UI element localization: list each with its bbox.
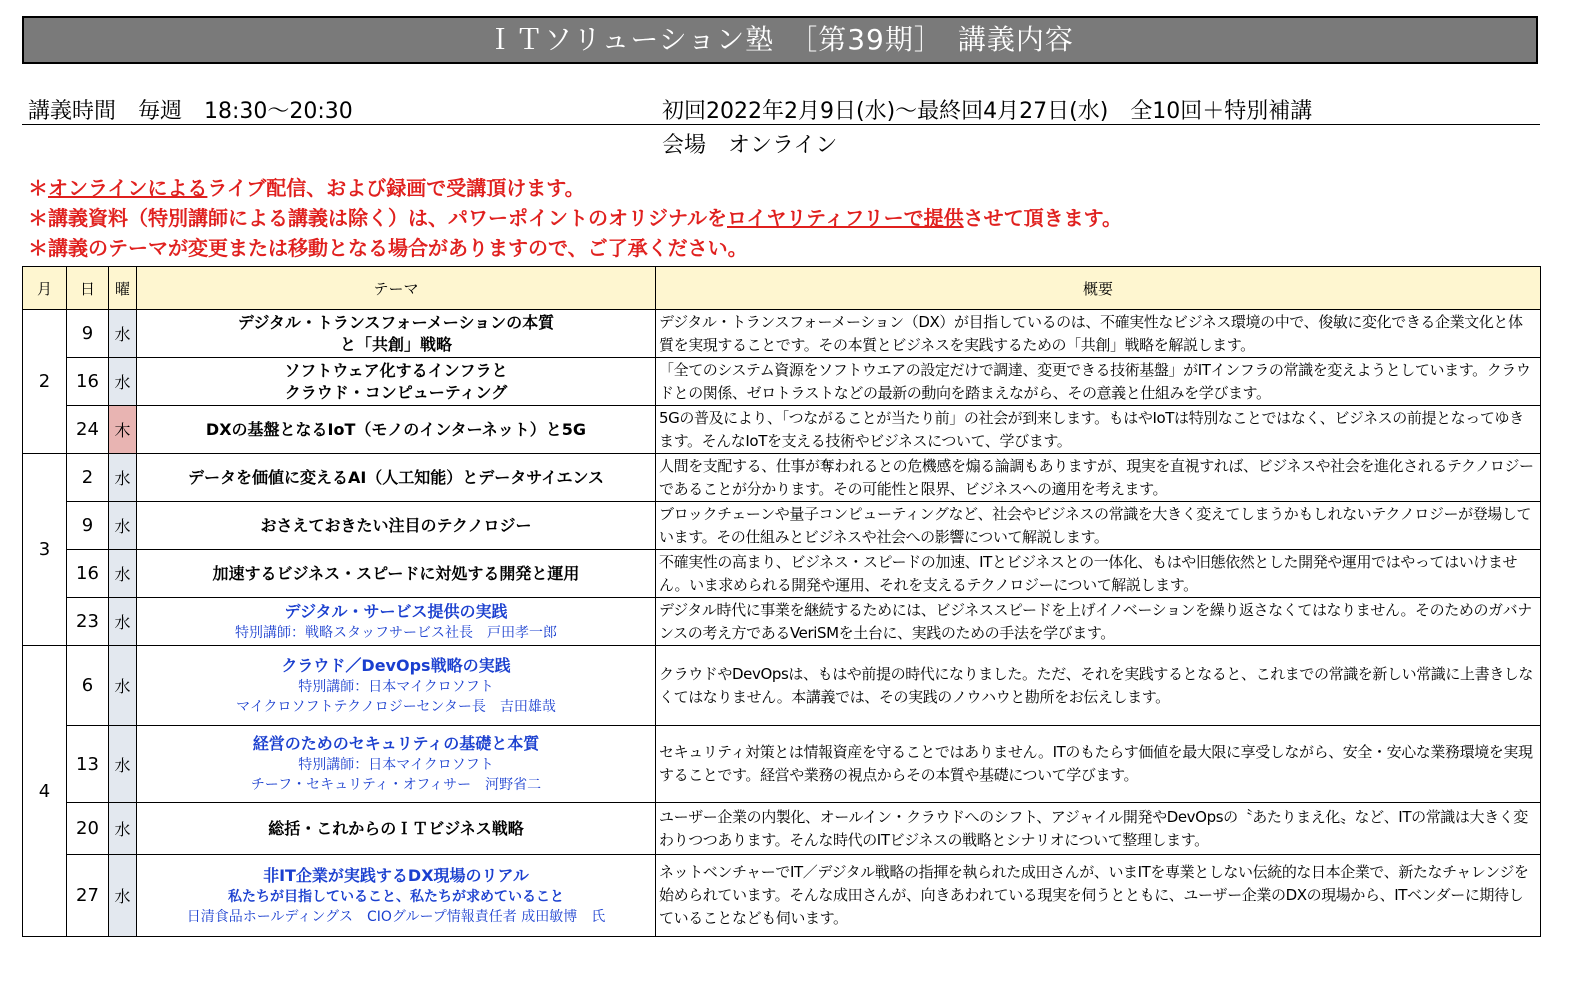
header-theme: テーマ: [137, 267, 656, 310]
weekday-cell: 水: [109, 855, 137, 937]
day-cell: 6: [67, 646, 109, 726]
weekday-cell: 水: [109, 454, 137, 502]
day-cell: 9: [67, 502, 109, 550]
day-cell: 23: [67, 598, 109, 646]
summary-cell: デジタル時代に事業を継続するためには、ビジネススピードを上げイノベーションを繰り返さなくてはなりません。そのためのガバナンスの考え方であるVeriSMを土台に、実践のための手法を学びます。: [656, 598, 1541, 646]
weekday-cell: 水: [109, 310, 137, 358]
theme-cell: デジタル・トランスフォーメーションの本質 と「共創」戦略: [137, 310, 656, 358]
table-row: [23, 598, 1541, 646]
day-cell: 9: [67, 310, 109, 358]
summary-cell: 「全てのシステム資源をソフトウエアの設定だけで調達、変更できる技術基盤」がITインフラの常識を変えようとしています。クラウドとの関係、ゼロトラストなどの最新の動向を踏まえながら、その意義と仕組みを学びます。: [656, 358, 1541, 406]
weekday-cell: 水: [109, 502, 137, 550]
lecture-venue: 会場 オンライン: [662, 133, 838, 158]
summary-cell: ネットベンチャーでIT／デジタル戦略の指揮を執られた成田さんが、いまITを専業としない伝統的な日本企業で、新たなチャレンジを始められています。そんな成田さんが、向きあわれている現実を伺うとともに、ユーザー企業のDXの現場から、ITベンダーに期待していることなども伺います。: [656, 855, 1541, 937]
lecture-period: 初回2022年2月9日(水)～最終回4月27日(水) 全10回＋特別補講: [662, 99, 1313, 124]
weekday-cell: 水: [109, 598, 137, 646]
theme-cell: DXの基盤となるIoT（モノのインターネット）と5G: [137, 406, 656, 454]
notes: [28, 173, 1122, 263]
table-row: [23, 358, 1541, 406]
weekday-cell: 水: [109, 726, 137, 803]
header-weekday: 曜: [109, 267, 137, 310]
month-cell: 4: [23, 646, 67, 937]
day-cell: 20: [67, 803, 109, 855]
theme-cell: 加速するビジネス・スピードに対処する開発と運用: [137, 550, 656, 598]
note-1: ＊オンラインによるライブ配信、および録画で受講頂けます。: [28, 176, 585, 200]
day-cell: 27: [67, 855, 109, 937]
lecture-info: [22, 94, 1540, 125]
summary-cell: デジタル・トランスフォーメーション（DX）が目指しているのは、不確実性なビジネス環境の中で、俊敏に変化できる企業文化と体質を実現することです。その本質とビジネスを実践するための「共創」戦略を解説します。: [656, 310, 1541, 358]
summary-cell: 5Gの普及により、「つながることが当たり前」の社会が到来します。もはやIoTは特別なことではなく、ビジネスの前提となってゆきます。そんなIoTを支える技術やビジネスについて、学びます。: [656, 406, 1541, 454]
theme-cell: データを価値に変えるAI（人工知能）とデータサイエンス: [137, 454, 656, 502]
theme-cell: 非IT企業が実践するDX現場のリアル 私たちが目指していること、私たちが求めていること 日清食品ホールディングス CIOグループ情報責任者 成田敏博 氏: [137, 855, 656, 937]
theme-cell: ソフトウェア化するインフラと クラウド・コンピューティング: [137, 358, 656, 406]
schedule-table: [22, 266, 1541, 937]
summary-cell: クラウドやDevOpsは、もはや前提の時代になりました。ただ、それを実践するとなると、これまでの常識を新しい常識に上書きしなくてはなりません。本講義では、その実践のノウハウと勘所をお伝えします。: [656, 646, 1541, 726]
table-row: [23, 803, 1541, 855]
day-cell: 2: [67, 454, 109, 502]
note-3: ＊講義のテーマが変更または移動となる場合がありますので、ご了承ください。: [28, 236, 748, 260]
summary-cell: 人間を支配する、仕事が奪われるとの危機感を煽る論調もありますが、現実を直視すれば、ビジネスや社会を進化されるテクノロジーであることが分かります。その可能性と限界、ビジネスへの適用を考えます。: [656, 454, 1541, 502]
page-title: ＩＴソリューション塾 ［第39期］ 講義内容: [22, 16, 1538, 64]
month-cell: 3: [23, 454, 67, 646]
header-summary: 概要: [656, 267, 1541, 310]
theme-cell: おさえておきたい注目のテクノロジー: [137, 502, 656, 550]
theme-cell: 総括・これからのＩＴビジネス戦略: [137, 803, 656, 855]
day-cell: 16: [67, 550, 109, 598]
day-cell: 24: [67, 406, 109, 454]
weekday-cell: 水: [109, 646, 137, 726]
theme-cell: 経営のためのセキュリティの基礎と本質 特別講師：日本マイクロソフト チーフ・セキュリティ・オフィサー 河野省二: [137, 726, 656, 803]
weekday-cell: 木: [109, 406, 137, 454]
table-header-row: [23, 267, 1541, 310]
summary-cell: ブロックチェーンや量子コンピューティングなど、社会やビジネスの常識を大きく変えてしまうかもしれないテクノロジーが登場しています。その仕組みとビジネスや社会への影響について解説します。: [656, 502, 1541, 550]
header-day: 日: [67, 267, 109, 310]
lecture-time: 講義時間 毎週 18:30～20:30: [28, 99, 353, 124]
table-row: [23, 310, 1541, 358]
table-row: [23, 550, 1541, 598]
weekday-cell: 水: [109, 550, 137, 598]
note-2: ＊講義資料（特別講師による講義は除く）は、パワーポイントのオリジナルをロイヤリティフリーで提供させて頂きます。: [28, 206, 1123, 230]
weekday-cell: 水: [109, 358, 137, 406]
summary-cell: 不確実性の高まり、ビジネス・スピードの加速、ITとビジネスとの一体化、もはや旧態依然とした開発や運用ではやってはいけません。いま求められる開発や運用、それを支えるテクノロジーについて解説します。: [656, 550, 1541, 598]
summary-cell: セキュリティ対策とは情報資産を守ることではありません。ITのもたらす価値を最大限に享受しながら、安全・安心な業務環境を実現することです。経営や業務の視点からその本質や基礎について学びます。: [656, 726, 1541, 803]
table-row: [23, 726, 1541, 803]
table-row: [23, 646, 1541, 726]
month-cell: 2: [23, 310, 67, 454]
weekday-cell: 水: [109, 803, 137, 855]
theme-cell: デジタル・サービス提供の実践 特別講師：戦略スタッフサービス社長 戸田孝一郎: [137, 598, 656, 646]
day-cell: 16: [67, 358, 109, 406]
theme-cell: クラウド／DevOps戦略の実践 特別講師：日本マイクロソフト マイクロソフトテクノロジーセンター長 吉田雄哉: [137, 646, 656, 726]
header-month: 月: [23, 267, 67, 310]
table-row: [23, 855, 1541, 937]
table-row: [23, 406, 1541, 454]
table-row: [23, 502, 1541, 550]
summary-cell: ユーザー企業の内製化、オールイン・クラウドへのシフト、アジャイル開発やDevOpsの〝あたりまえ化〟など、ITの常識は大きく変わりつつあります。そんな時代のITビジネスの戦略とシナリオについて整理します。: [656, 803, 1541, 855]
table-row: [23, 454, 1541, 502]
day-cell: 13: [67, 726, 109, 803]
